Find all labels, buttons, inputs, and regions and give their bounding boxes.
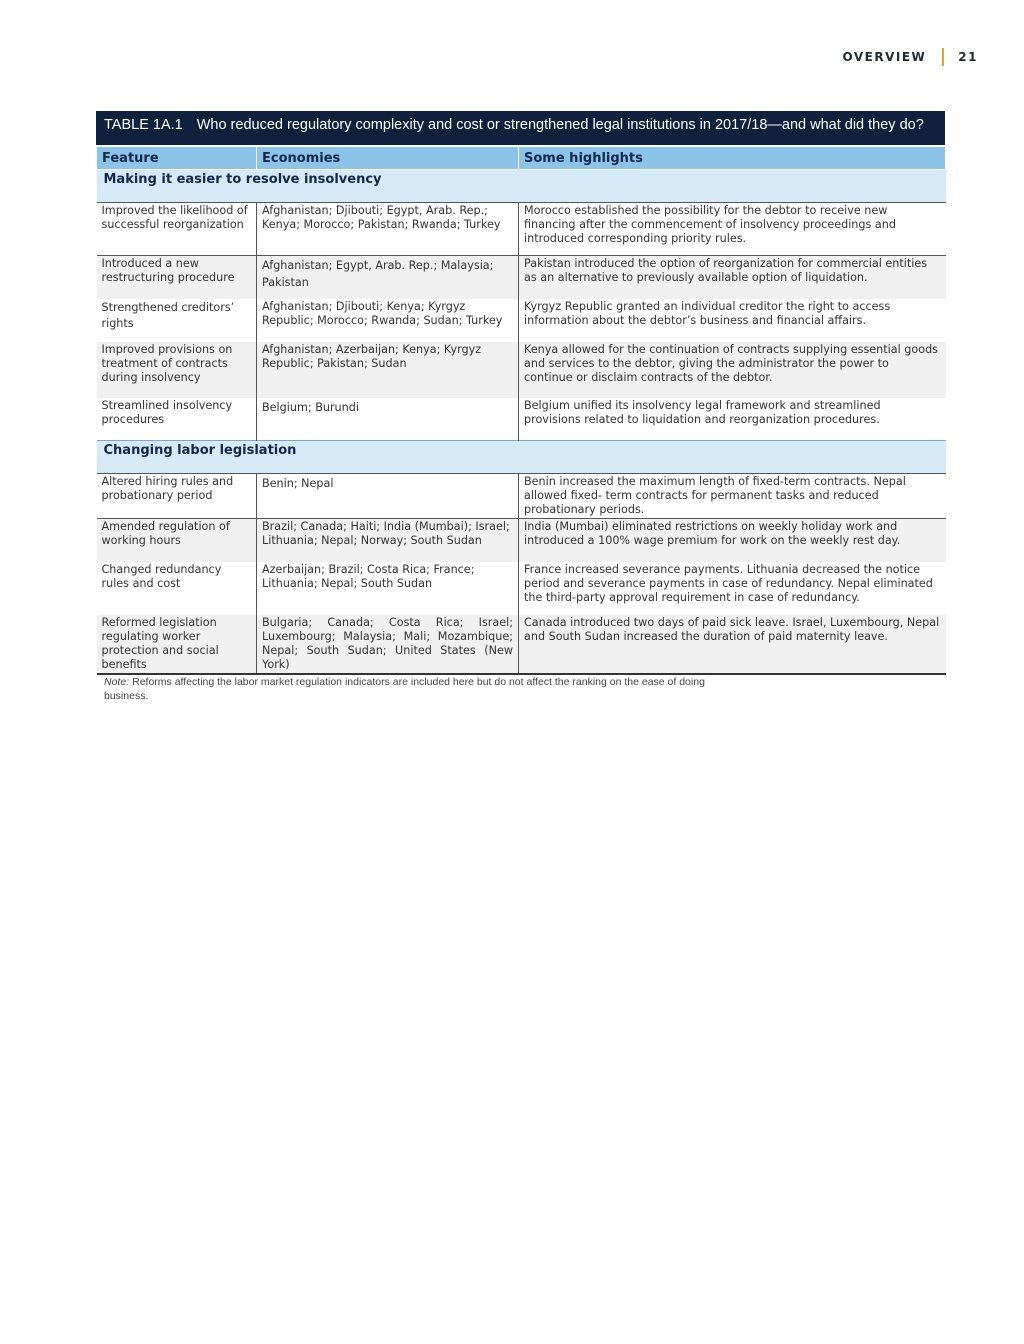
highlights-cell: Canada introduced two days of paid sick leave. Israel, Luxembourg, Nepal and South Sudan increased the duration of paid maternity leave.	[519, 615, 946, 674]
note-text: Reforms affecting the labor market regulation indicators are included here but do not affect the ranking on the ease of doing business.	[104, 675, 705, 702]
economies-cell: Benin; Nepal	[257, 474, 519, 519]
economies-cell: Belgium; Burundi	[257, 398, 519, 441]
section-title: Making it easier to resolve insolvency	[97, 170, 946, 203]
feature-cell: Introduced a new restructuring procedure	[97, 256, 257, 299]
economies-cell: Afghanistan; Djibouti; Kenya; Kyrgyz Republic; Morocco; Rwanda; Sudan; Turkey	[257, 299, 519, 342]
highlights-cell: France increased severance payments. Lithuania decreased the notice period and severance payments in case of redundancy. Nepal eliminated the third-party approval requirement in case of redundancy.	[524, 562, 933, 604]
section-header-labor	[97, 441, 946, 474]
highlights-cell: Pakistan introduced the option of reorganization for commercial entities as an alternative to previously available option of liquidation.	[519, 256, 946, 299]
note-label: Note:	[104, 675, 130, 688]
economies-cell: Azerbaijan; Brazil; Costa Rica; France; Lithuania; Nepal; South Sudan	[257, 562, 519, 615]
table-title: Who reduced regulatory complexity and cost or strengthened legal institutions in 2017/18—and what did they do?	[196, 117, 924, 133]
highlights-cell: Morocco established the possibility for the debtor to receive new financing after the commencement of insolvency proceedings and introduced corresponding priority rules.	[519, 203, 946, 256]
table-row	[97, 562, 946, 615]
table-note	[96, 675, 742, 703]
feature-cell: Improved the likelihood of successful reorganization	[97, 203, 257, 256]
section-label: OVERVIEW	[842, 50, 927, 64]
table-row	[97, 519, 946, 562]
feature-cell: Streamlined insolvency procedures	[97, 398, 257, 441]
table-row	[97, 615, 946, 674]
feature-cell: Amended regulation of working hours	[97, 519, 257, 562]
table-row	[97, 299, 946, 342]
table-row	[97, 474, 946, 519]
column-header-feature: Feature	[97, 146, 257, 170]
column-header-highlights: Some highlights	[519, 146, 946, 170]
feature-cell: Reformed legislation regulating worker protection and social benefits	[97, 615, 257, 674]
column-header-economies: Economies	[257, 146, 519, 170]
highlights-cell: Benin increased the maximum length of fixed-term contracts. Nepal allowed fixed- term contracts for permanent tasks and reduced probationary periods.	[519, 474, 946, 519]
economies-cell: Bulgaria; Canada; Costa Rica; Israel; Luxembourg; Malaysia; Mali; Mozambique; Nepal; South Sudan; United States (New York)	[257, 615, 519, 674]
economies-cell: Brazil; Canada; Haiti; India (Mumbai); Israel; Lithuania; Nepal; Norway; South Sudan	[257, 519, 519, 562]
section-title: Changing labor legislation	[97, 441, 946, 474]
table-caption	[96, 111, 945, 145]
header-divider	[942, 48, 944, 66]
column-header-row	[97, 146, 946, 170]
feature-cell: Improved provisions on treatment of contracts during insolvency	[97, 342, 257, 398]
highlights-cell: India (Mumbai) eliminated restrictions on weekly holiday work and introduced a 100% wage premium for work on the weekly rest day.	[519, 519, 946, 562]
table-row	[97, 203, 946, 256]
highlights-cell: Kenya allowed for the continuation of contracts supplying essential goods and services to the debtor, giving the administrator the power to continue or disclaim contracts of the debtor.	[519, 342, 946, 398]
economies-cell: Afghanistan; Egypt, Arab. Rep.; Malaysia; Pakistan	[257, 256, 519, 299]
table-number: TABLE 1A.1	[104, 117, 183, 133]
table-body	[96, 145, 946, 675]
economies-cell: Afghanistan; Djibouti; Egypt, Arab. Rep.; Kenya; Morocco; Pakistan; Rwanda; Turkey	[257, 203, 519, 256]
highlights-cell: Belgium unified its insolvency legal framework and streamlined provisions related to liquidation and reorganization procedures.	[524, 398, 881, 426]
running-header	[843, 48, 979, 66]
reform-table	[96, 111, 945, 703]
feature-cell: Changed redundancy rules and cost	[97, 562, 257, 615]
page-number: 21	[958, 50, 978, 64]
table-row	[97, 398, 946, 441]
feature-cell: Altered hiring rules and probationary period	[97, 474, 257, 519]
highlights-cell: Kyrgyz Republic granted an individual creditor the right to access information about the debtor’s business and financial affairs.	[524, 299, 891, 327]
feature-cell: Strengthened creditors’ rights	[97, 299, 257, 342]
table-row	[97, 342, 946, 398]
economies-cell: Afghanistan; Azerbaijan; Kenya; Kyrgyz Republic; Pakistan; Sudan	[257, 342, 519, 398]
section-header-insolvency	[97, 170, 946, 203]
table-row	[97, 256, 946, 299]
